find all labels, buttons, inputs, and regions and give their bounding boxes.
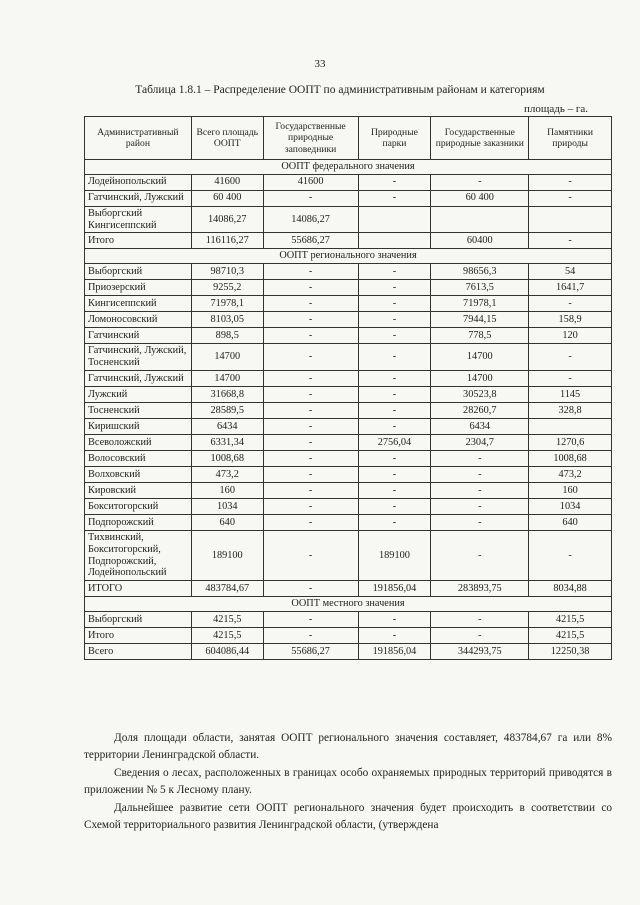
- header-sanctuaries: Государственные природные заказники: [431, 117, 529, 160]
- value-cell: 71978,1: [191, 296, 263, 312]
- value-cell: -: [358, 190, 431, 206]
- value-cell: 60 400: [431, 190, 529, 206]
- district-cell: Гатчинский: [85, 328, 192, 344]
- value-cell: 160: [529, 482, 612, 498]
- value-cell: [529, 206, 612, 233]
- value-cell: 189100: [191, 530, 263, 580]
- value-cell: -: [358, 612, 431, 628]
- value-cell: -: [263, 296, 358, 312]
- value-cell: 120: [529, 328, 612, 344]
- value-cell: 898,5: [191, 328, 263, 344]
- value-cell: -: [358, 482, 431, 498]
- table-row: [85, 612, 612, 628]
- value-cell: 160: [191, 482, 263, 498]
- value-cell: -: [263, 482, 358, 498]
- value-cell: -: [358, 370, 431, 386]
- value-cell: -: [529, 530, 612, 580]
- district-cell: Выборгский: [85, 264, 192, 280]
- table-row: [85, 264, 612, 280]
- value-cell: -: [358, 386, 431, 402]
- district-cell: Кингисеппский: [85, 296, 192, 312]
- value-cell: 12250,38: [529, 644, 612, 660]
- value-cell: 640: [529, 514, 612, 530]
- district-cell: Приозерский: [85, 280, 192, 296]
- value-cell: -: [358, 466, 431, 482]
- paragraph: Дальнейшее развитие сети ООПТ регионального значения будет происходить в соответствии со Схемой территориального развития Ленинградской области, (утверждена: [84, 802, 612, 831]
- value-cell: 1270,6: [529, 434, 612, 450]
- value-cell: 6434: [431, 418, 529, 434]
- value-cell: -: [263, 328, 358, 344]
- value-cell: -: [358, 344, 431, 371]
- value-cell: -: [263, 402, 358, 418]
- value-cell: 14700: [191, 370, 263, 386]
- district-cell: ИТОГО: [85, 581, 192, 597]
- district-cell: Всего: [85, 644, 192, 660]
- value-cell: 41600: [191, 174, 263, 190]
- value-cell: 55686,27: [263, 233, 358, 249]
- value-cell: 1008,68: [191, 450, 263, 466]
- section-row: [85, 160, 612, 175]
- value-cell: 8034,88: [529, 581, 612, 597]
- value-cell: 483784,67: [191, 581, 263, 597]
- value-cell: -: [358, 450, 431, 466]
- paragraph: Сведения о лесах, расположенных в границах особо охраняемых природных территорий приводятся в приложении № 5 к Лесному плану.: [84, 767, 612, 796]
- oopt-table: [84, 116, 612, 660]
- district-cell: Тихвинский, Бокситогорский, Подпорожский, Лодейнопольский: [85, 530, 192, 580]
- value-cell: 31668,8: [191, 386, 263, 402]
- value-cell: 4215,5: [191, 628, 263, 644]
- header-total-area: Всего площадь ООПТ: [191, 117, 263, 160]
- table-row: [85, 402, 612, 418]
- value-cell: 640: [191, 514, 263, 530]
- value-cell: -: [529, 344, 612, 371]
- table-row: [85, 280, 612, 296]
- value-cell: -: [529, 174, 612, 190]
- value-cell: -: [358, 418, 431, 434]
- value-cell: 60400: [431, 233, 529, 249]
- value-cell: 7613,5: [431, 280, 529, 296]
- table-row: [85, 498, 612, 514]
- value-cell: -: [358, 312, 431, 328]
- value-cell: -: [358, 174, 431, 190]
- table-row: [85, 312, 612, 328]
- table-row: [85, 514, 612, 530]
- district-cell: Выборгский: [85, 612, 192, 628]
- table-row: [85, 434, 612, 450]
- value-cell: 71978,1: [431, 296, 529, 312]
- value-cell: -: [431, 628, 529, 644]
- value-cell: -: [358, 296, 431, 312]
- value-cell: 14700: [191, 344, 263, 371]
- value-cell: -: [263, 514, 358, 530]
- district-cell: Итого: [85, 233, 192, 249]
- value-cell: -: [358, 280, 431, 296]
- table-body: [85, 160, 612, 660]
- value-cell: -: [263, 370, 358, 386]
- value-cell: -: [529, 296, 612, 312]
- value-cell: 98656,3: [431, 264, 529, 280]
- value-cell: 1641,7: [529, 280, 612, 296]
- value-cell: -: [431, 466, 529, 482]
- value-cell: 4215,5: [191, 612, 263, 628]
- value-cell: -: [431, 514, 529, 530]
- value-cell: [431, 206, 529, 233]
- value-cell: -: [263, 450, 358, 466]
- table-row: [85, 644, 612, 660]
- value-cell: 14700: [431, 344, 529, 371]
- value-cell: 1008,68: [529, 450, 612, 466]
- value-cell: 6434: [191, 418, 263, 434]
- table-caption: Таблица 1.8.1 – Распределение ООПТ по административным районам и категориям: [135, 84, 545, 96]
- table-row: [85, 174, 612, 190]
- section-row: [85, 597, 612, 612]
- value-cell: -: [529, 370, 612, 386]
- value-cell: 98710,3: [191, 264, 263, 280]
- district-cell: Бокситогорский: [85, 498, 192, 514]
- table-row: [85, 482, 612, 498]
- value-cell: 28260,7: [431, 402, 529, 418]
- value-cell: 116116,27: [191, 233, 263, 249]
- value-cell: 8103,05: [191, 312, 263, 328]
- district-cell: Кировский: [85, 482, 192, 498]
- table-row: [85, 344, 612, 371]
- value-cell: -: [358, 264, 431, 280]
- header-district: Административный район: [85, 117, 192, 160]
- value-cell: 14086,27: [263, 206, 358, 233]
- value-cell: 30523,8: [431, 386, 529, 402]
- district-cell: Гатчинский, Лужский: [85, 190, 192, 206]
- value-cell: 604086,44: [191, 644, 263, 660]
- table-row: [85, 628, 612, 644]
- units-note: площадь – га.: [524, 103, 588, 115]
- district-cell: Лодейнопольский: [85, 174, 192, 190]
- value-cell: 9255,2: [191, 280, 263, 296]
- district-cell: Ломоносовский: [85, 312, 192, 328]
- table-row: [85, 530, 612, 580]
- value-cell: -: [263, 418, 358, 434]
- value-cell: 191856,04: [358, 644, 431, 660]
- value-cell: 6331,34: [191, 434, 263, 450]
- table-row: [85, 466, 612, 482]
- section-title: ООПТ федерального значения: [85, 160, 612, 175]
- value-cell: 283893,75: [431, 581, 529, 597]
- value-cell: 41600: [263, 174, 358, 190]
- value-cell: -: [263, 628, 358, 644]
- value-cell: -: [263, 466, 358, 482]
- table-row: [85, 190, 612, 206]
- header-nature-parks: Природные парки: [358, 117, 431, 160]
- value-cell: 2756,04: [358, 434, 431, 450]
- value-cell: 28589,5: [191, 402, 263, 418]
- value-cell: -: [358, 514, 431, 530]
- table-row: [85, 296, 612, 312]
- table-row: [85, 418, 612, 434]
- value-cell: 14086,27: [191, 206, 263, 233]
- value-cell: -: [431, 482, 529, 498]
- value-cell: -: [358, 498, 431, 514]
- value-cell: -: [431, 612, 529, 628]
- value-cell: 4215,5: [529, 612, 612, 628]
- value-cell: 1034: [529, 498, 612, 514]
- value-cell: 473,2: [529, 466, 612, 482]
- table-row: [85, 581, 612, 597]
- table-row: [85, 386, 612, 402]
- header-monuments: Памятники природы: [529, 117, 612, 160]
- value-cell: 778,5: [431, 328, 529, 344]
- value-cell: 1145: [529, 386, 612, 402]
- district-cell: Волосовский: [85, 450, 192, 466]
- page-number: 33: [314, 58, 326, 70]
- paragraph: Доля площади области, занятая ООПТ регионального значения составляет, 483784,67 га или 8% территории Ленинградской области.: [84, 732, 612, 761]
- table-row: [85, 450, 612, 466]
- section-row: [85, 249, 612, 264]
- value-cell: 2304,7: [431, 434, 529, 450]
- value-cell: -: [263, 498, 358, 514]
- value-cell: 7944,15: [431, 312, 529, 328]
- value-cell: 158,9: [529, 312, 612, 328]
- value-cell: -: [263, 344, 358, 371]
- value-cell: 191856,04: [358, 581, 431, 597]
- district-cell: Лужский: [85, 386, 192, 402]
- value-cell: -: [529, 233, 612, 249]
- value-cell: 60 400: [191, 190, 263, 206]
- value-cell: -: [263, 190, 358, 206]
- district-cell: Гатчинский, Лужский: [85, 370, 192, 386]
- value-cell: -: [263, 612, 358, 628]
- header-reserves: Государственные природные заповедники: [263, 117, 358, 160]
- value-cell: -: [263, 312, 358, 328]
- value-cell: 14700: [431, 370, 529, 386]
- table-header-row: [85, 117, 612, 160]
- district-cell: Тосненский: [85, 402, 192, 418]
- value-cell: -: [263, 386, 358, 402]
- value-cell: 189100: [358, 530, 431, 580]
- value-cell: 4215,5: [529, 628, 612, 644]
- district-cell: Итого: [85, 628, 192, 644]
- district-cell: Всеволожский: [85, 434, 192, 450]
- table-row: [85, 370, 612, 386]
- value-cell: 328,8: [529, 402, 612, 418]
- value-cell: 54: [529, 264, 612, 280]
- value-cell: [358, 206, 431, 233]
- table-row: [85, 328, 612, 344]
- value-cell: 55686,27: [263, 644, 358, 660]
- district-cell: Киришский: [85, 418, 192, 434]
- value-cell: [529, 418, 612, 434]
- value-cell: -: [263, 434, 358, 450]
- value-cell: -: [431, 174, 529, 190]
- value-cell: 344293,75: [431, 644, 529, 660]
- value-cell: -: [358, 628, 431, 644]
- value-cell: -: [263, 264, 358, 280]
- value-cell: -: [263, 581, 358, 597]
- value-cell: -: [431, 498, 529, 514]
- table-row: [85, 233, 612, 249]
- value-cell: -: [431, 450, 529, 466]
- value-cell: -: [431, 530, 529, 580]
- section-title: ООПТ регионального значения: [85, 249, 612, 264]
- value-cell: -: [358, 402, 431, 418]
- value-cell: 1034: [191, 498, 263, 514]
- district-cell: Гатчинский, Лужский, Тосненский: [85, 344, 192, 371]
- value-cell: 473,2: [191, 466, 263, 482]
- district-cell: Волховский: [85, 466, 192, 482]
- district-cell: Выборгский Кингисеппский: [85, 206, 192, 233]
- value-cell: -: [263, 280, 358, 296]
- value-cell: -: [263, 530, 358, 580]
- value-cell: [358, 233, 431, 249]
- table-row: [85, 206, 612, 233]
- section-title: ООПТ местного значения: [85, 597, 612, 612]
- value-cell: -: [358, 328, 431, 344]
- district-cell: Подпорожский: [85, 514, 192, 530]
- value-cell: -: [529, 190, 612, 206]
